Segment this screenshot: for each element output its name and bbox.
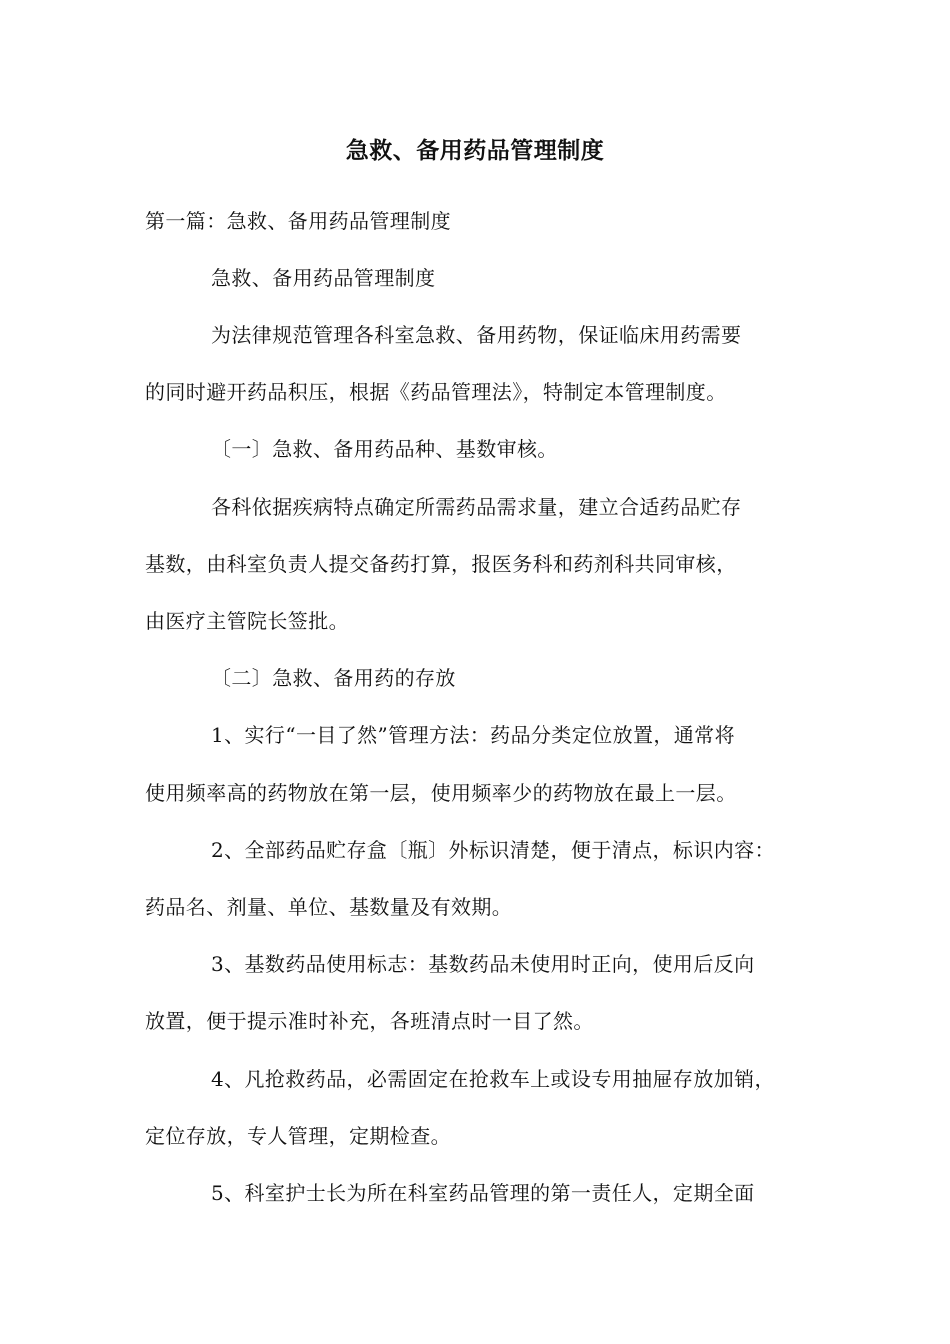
body-line: 急救、备用药品管理制度 [211,266,436,290]
body-line: 3、基数药品使用标志：基数药品未使用时正向，使用后反向 [211,952,755,976]
body-line: 为法律规范管理各科室急救、备用药物，保证临床用药需要 [211,323,742,347]
document-title: 急救、备用药品管理制度 [345,138,605,164]
body-line: 各科依据疾病特点确定所需药品需求量，建立合适药品贮存 [211,495,742,519]
body-line: 〔二〕急救、备用药的存放 [211,666,456,690]
body-line: 药品名、剂量、单位、基数量及有效期。 [145,895,513,919]
body-line: 〔一〕急救、备用药品种、基数审核。 [211,437,558,461]
body-line: 第一篇：急救、备用药品管理制度 [145,209,451,233]
body-line: 放置，便于提示准时补充，各班清点时一目了然。 [145,1009,594,1033]
body-line: 5、科室护士长为所在科室药品管理的第一责任人，定期全面 [211,1181,755,1205]
body-line: 由医疗主管院长签批。 [145,609,349,633]
body-line: 2、全部药品贮存盒〔瓶〕外标识清楚，便于清点，标识内容： [211,838,775,862]
body-line: 定位存放，专人管理，定期检查。 [145,1124,451,1148]
body-line: 4、凡抢救药品，必需固定在抢救车上或设专用抽屉存放加销， [211,1067,775,1091]
body-line: 基数，由科室负责人提交备药打算，报医务科和药剂科共同审核， [145,552,737,576]
body-line: 1、实行“一目了然”管理方法：药品分类定位放置，通常将 [211,723,735,747]
body-line: 的同时避开药品积压，根据《药品管理法》，特制定本管理制度。 [145,380,727,404]
body-line: 使用频率高的药物放在第一层，使用频率少的药物放在最上一层。 [145,781,737,805]
